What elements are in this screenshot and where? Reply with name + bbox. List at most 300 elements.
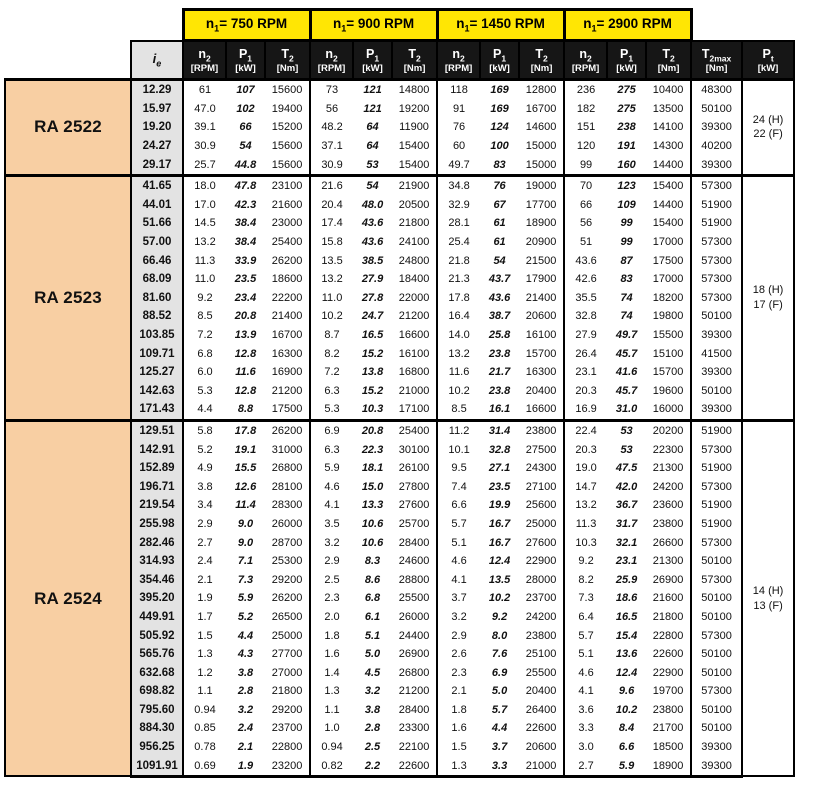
p1-value: 13.8 bbox=[353, 363, 392, 382]
t2max-value: 39300 bbox=[691, 400, 742, 420]
t2max-value: 57300 bbox=[691, 477, 742, 496]
t2-value: 28400 bbox=[392, 533, 437, 552]
t2-value: 25500 bbox=[519, 663, 564, 682]
t2max-value: 57300 bbox=[691, 175, 742, 195]
t2-value: 21500 bbox=[519, 251, 564, 270]
p1-value: 8.4 bbox=[607, 719, 646, 738]
ratio-value: 884.30 bbox=[131, 719, 183, 738]
t2-value: 15400 bbox=[646, 175, 691, 195]
column-symbol: $i_e$ bbox=[152, 50, 162, 69]
p1-value: 31.4 bbox=[480, 420, 519, 440]
column-symbol: $n_1$ bbox=[583, 16, 597, 34]
p1-value: 6.1 bbox=[353, 608, 392, 627]
p1-value: 102 bbox=[226, 100, 265, 119]
ratio-value: 795.60 bbox=[131, 701, 183, 720]
p1-value: 3.3 bbox=[480, 756, 519, 776]
p1-value: 38.4 bbox=[226, 214, 265, 233]
n2-value: 11.6 bbox=[437, 363, 480, 382]
p1-value: 238 bbox=[607, 118, 646, 137]
p1-value: 76 bbox=[480, 175, 519, 195]
n2-value: 6.3 bbox=[310, 440, 353, 459]
n2-value: 9.2 bbox=[183, 289, 226, 308]
p1-value: 49.7 bbox=[607, 326, 646, 345]
n2-value: 120 bbox=[564, 137, 607, 156]
p1-value: 20.8 bbox=[226, 307, 265, 326]
ratio-value: 51.66 bbox=[131, 214, 183, 233]
p1-value: 23.8 bbox=[480, 382, 519, 401]
t2-value: 17500 bbox=[646, 251, 691, 270]
n2-value: 2.9 bbox=[183, 515, 226, 534]
p1-value: 53 bbox=[353, 155, 392, 175]
n2-value: 21.6 bbox=[310, 175, 353, 195]
p1-value: 5.2 bbox=[226, 608, 265, 627]
n2-value: 16.4 bbox=[437, 307, 480, 326]
column-header-n2 bbox=[564, 41, 607, 80]
p1-value: 2.1 bbox=[226, 738, 265, 757]
p1-value: 27.9 bbox=[353, 270, 392, 289]
t2-value: 17100 bbox=[392, 400, 437, 420]
n2-value: 5.3 bbox=[310, 400, 353, 420]
p1-value: 15.2 bbox=[353, 344, 392, 363]
t2-value: 26200 bbox=[265, 420, 310, 440]
p1-value: 64 bbox=[353, 118, 392, 137]
n2-value: 6.4 bbox=[564, 608, 607, 627]
n2-value: 17.8 bbox=[437, 289, 480, 308]
p1-value: 7.1 bbox=[226, 552, 265, 571]
n2-value: 4.6 bbox=[310, 477, 353, 496]
t2-value: 21000 bbox=[392, 382, 437, 401]
p1-value: 61 bbox=[480, 214, 519, 233]
t2-value: 18900 bbox=[519, 214, 564, 233]
ratio-value: 81.60 bbox=[131, 289, 183, 308]
n2-value: 19.0 bbox=[564, 459, 607, 478]
n2-value: 18.0 bbox=[183, 175, 226, 195]
p1-value: 2.8 bbox=[226, 682, 265, 701]
n2-value: 48.2 bbox=[310, 118, 353, 137]
t2max-value: 57300 bbox=[691, 270, 742, 289]
p1-value: 15.5 bbox=[226, 459, 265, 478]
n2-value: 11.0 bbox=[310, 289, 353, 308]
t2-value: 30100 bbox=[392, 440, 437, 459]
p1-value: 12.4 bbox=[480, 552, 519, 571]
t2-value: 11900 bbox=[392, 118, 437, 137]
n2-value: 3.5 bbox=[310, 515, 353, 534]
ratio-value: 956.25 bbox=[131, 738, 183, 757]
t2-value: 16700 bbox=[519, 100, 564, 119]
n2-value: 3.6 bbox=[564, 701, 607, 720]
n2-value: 0.78 bbox=[183, 738, 226, 757]
p1-value: 3.2 bbox=[226, 701, 265, 720]
t2-value: 14400 bbox=[646, 155, 691, 175]
column-unit: [Nm] bbox=[403, 63, 426, 75]
n2-value: 5.9 bbox=[310, 459, 353, 478]
p1-value: 2.5 bbox=[353, 738, 392, 757]
n2-value: 2.3 bbox=[437, 663, 480, 682]
t2-value: 21200 bbox=[392, 307, 437, 326]
t2max-value: 51900 bbox=[691, 196, 742, 215]
n2-value: 5.1 bbox=[437, 533, 480, 552]
t2max-value: 50100 bbox=[691, 589, 742, 608]
p1-value: 12.6 bbox=[226, 477, 265, 496]
t2-value: 27600 bbox=[392, 496, 437, 515]
n2-value: 2.6 bbox=[437, 645, 480, 664]
t2-value: 18200 bbox=[646, 289, 691, 308]
pt-rating bbox=[742, 80, 794, 176]
t2-value: 21800 bbox=[392, 214, 437, 233]
t2-value: 16600 bbox=[519, 400, 564, 420]
t2max-value: 39300 bbox=[691, 363, 742, 382]
p1-value: 160 bbox=[607, 155, 646, 175]
p1-value: 43.6 bbox=[353, 233, 392, 252]
p1-value: 32.1 bbox=[607, 533, 646, 552]
t2-value: 21800 bbox=[646, 608, 691, 627]
p1-value: 45.7 bbox=[607, 382, 646, 401]
ratio-value: 565.76 bbox=[131, 645, 183, 664]
p1-value: 19.1 bbox=[226, 440, 265, 459]
t2-value: 23800 bbox=[646, 515, 691, 534]
t2max-value: 57300 bbox=[691, 289, 742, 308]
table-header bbox=[5, 10, 794, 80]
n2-value: 56 bbox=[310, 100, 353, 119]
p1-value: 42.3 bbox=[226, 196, 265, 215]
n2-value: 8.2 bbox=[564, 570, 607, 589]
t2-value: 16100 bbox=[519, 326, 564, 345]
t2-value: 16300 bbox=[519, 363, 564, 382]
n2-value: 1.8 bbox=[310, 626, 353, 645]
t2max-value: 57300 bbox=[691, 570, 742, 589]
t2-value: 22600 bbox=[646, 645, 691, 664]
p1-value: 9.2 bbox=[480, 608, 519, 627]
n2-value: 6.3 bbox=[310, 382, 353, 401]
n2-value: 28.1 bbox=[437, 214, 480, 233]
t2-value: 26600 bbox=[646, 533, 691, 552]
t2-value: 21200 bbox=[265, 382, 310, 401]
n2-value: 17.0 bbox=[183, 196, 226, 215]
pt-rating-line: 17 (F) bbox=[753, 298, 783, 311]
t2-value: 16800 bbox=[392, 363, 437, 382]
t2-value: 21400 bbox=[519, 289, 564, 308]
t2-value: 15200 bbox=[265, 118, 310, 137]
n2-value: 10.1 bbox=[437, 440, 480, 459]
n2-value: 1.1 bbox=[310, 701, 353, 720]
ratio-value: 255.98 bbox=[131, 515, 183, 534]
column-header-p1 bbox=[480, 41, 519, 80]
t2max-value: 51900 bbox=[691, 459, 742, 478]
p1-value: 23.8 bbox=[480, 344, 519, 363]
column-header-t2 bbox=[392, 41, 437, 80]
p1-value: 48.0 bbox=[353, 196, 392, 215]
t2-value: 25400 bbox=[392, 420, 437, 440]
p1-value: 6.8 bbox=[353, 589, 392, 608]
p1-value: 83 bbox=[480, 155, 519, 175]
p1-value: 61 bbox=[480, 233, 519, 252]
p1-value: 121 bbox=[353, 80, 392, 100]
n2-value: 99 bbox=[564, 155, 607, 175]
t2-value: 28000 bbox=[519, 570, 564, 589]
n2-value: 4.4 bbox=[183, 400, 226, 420]
t2-value: 17500 bbox=[265, 400, 310, 420]
column-symbol: $T_2$ bbox=[408, 46, 421, 64]
column-header-t2 bbox=[646, 41, 691, 80]
p1-value: 23.5 bbox=[226, 270, 265, 289]
n2-value: 3.2 bbox=[310, 533, 353, 552]
p1-value: 66 bbox=[226, 118, 265, 137]
n2-value: 4.6 bbox=[564, 663, 607, 682]
p1-value: 12.8 bbox=[226, 382, 265, 401]
p1-value: 2.2 bbox=[353, 756, 392, 776]
p1-value: 44.8 bbox=[226, 155, 265, 175]
t2-value: 28400 bbox=[392, 701, 437, 720]
model-label: RA 2524 bbox=[5, 420, 131, 776]
ratio-value: 66.46 bbox=[131, 251, 183, 270]
n2-value: 3.3 bbox=[564, 719, 607, 738]
t2-value: 15400 bbox=[392, 137, 437, 156]
n2-value: 30.9 bbox=[183, 137, 226, 156]
p1-value: 7.3 bbox=[226, 570, 265, 589]
speed-band-1450: $n_1= 1450$ RPM bbox=[437, 10, 564, 41]
t2-value: 25000 bbox=[265, 626, 310, 645]
p1-value: 83 bbox=[607, 270, 646, 289]
p1-value: 4.5 bbox=[353, 663, 392, 682]
p1-value: 169 bbox=[480, 80, 519, 100]
t2-value: 15700 bbox=[519, 344, 564, 363]
table-row bbox=[5, 80, 794, 100]
t2max-value: 48300 bbox=[691, 80, 742, 100]
p1-value: 9.6 bbox=[607, 682, 646, 701]
p1-value: 10.2 bbox=[480, 589, 519, 608]
t2-value: 26000 bbox=[392, 608, 437, 627]
p1-value: 54 bbox=[480, 251, 519, 270]
p1-value: 10.6 bbox=[353, 533, 392, 552]
t2-value: 31000 bbox=[265, 440, 310, 459]
p1-value: 74 bbox=[607, 289, 646, 308]
column-header-n2 bbox=[183, 41, 226, 80]
t2-value: 20500 bbox=[392, 196, 437, 215]
t2-value: 23800 bbox=[519, 420, 564, 440]
column-symbol: $n_2$ bbox=[325, 46, 338, 64]
t2-value: 17900 bbox=[519, 270, 564, 289]
n2-value: 1.8 bbox=[437, 701, 480, 720]
t2-value: 21800 bbox=[265, 682, 310, 701]
t2-value: 23300 bbox=[392, 719, 437, 738]
t2-value: 23800 bbox=[646, 701, 691, 720]
column-symbol: $P_1$ bbox=[365, 46, 380, 64]
p1-value: 275 bbox=[607, 80, 646, 100]
n2-value: 22.4 bbox=[564, 420, 607, 440]
p1-value: 18.6 bbox=[607, 589, 646, 608]
t2-value: 15600 bbox=[265, 80, 310, 100]
p1-value: 74 bbox=[607, 307, 646, 326]
t2-value: 17000 bbox=[646, 270, 691, 289]
speed-band-2900: $n_1= 2900$ RPM bbox=[564, 10, 691, 41]
ratio-value: 29.17 bbox=[131, 155, 183, 175]
column-unit: [RPM] bbox=[317, 63, 346, 75]
column-header-n2 bbox=[310, 41, 353, 80]
t2-value: 28800 bbox=[392, 570, 437, 589]
t2-value: 27800 bbox=[392, 477, 437, 496]
column-header-pt bbox=[742, 41, 794, 80]
n2-value: 3.8 bbox=[183, 477, 226, 496]
n2-value: 3.4 bbox=[183, 496, 226, 515]
t2-value: 29200 bbox=[265, 570, 310, 589]
speed-band-900: $n_1= 900$ RPM bbox=[310, 10, 437, 41]
p1-value: 121 bbox=[353, 100, 392, 119]
n2-value: 37.1 bbox=[310, 137, 353, 156]
n2-value: 42.6 bbox=[564, 270, 607, 289]
t2-value: 27700 bbox=[265, 645, 310, 664]
t2max-value: 50100 bbox=[691, 645, 742, 664]
n2-value: 91 bbox=[437, 100, 480, 119]
p1-value: 5.0 bbox=[480, 682, 519, 701]
ratio-value: 505.92 bbox=[131, 626, 183, 645]
column-unit: [Nm] bbox=[657, 63, 680, 75]
p1-value: 5.9 bbox=[607, 756, 646, 776]
column-symbol: $n_2$ bbox=[452, 46, 465, 64]
n2-value: 2.3 bbox=[310, 589, 353, 608]
column-symbol: $n_1$ bbox=[456, 16, 470, 34]
p1-value: 10.3 bbox=[353, 400, 392, 420]
t2max-value: 41500 bbox=[691, 344, 742, 363]
n2-value: 2.9 bbox=[310, 552, 353, 571]
p1-value: 12.4 bbox=[607, 663, 646, 682]
p1-value: 38.7 bbox=[480, 307, 519, 326]
n2-value: 13.2 bbox=[310, 270, 353, 289]
ratio-value: 24.27 bbox=[131, 137, 183, 156]
ratio-value: 354.46 bbox=[131, 570, 183, 589]
n2-value: 0.94 bbox=[310, 738, 353, 757]
n2-value: 13.2 bbox=[564, 496, 607, 515]
p1-value: 53 bbox=[607, 440, 646, 459]
p1-value: 22.3 bbox=[353, 440, 392, 459]
p1-value: 8.3 bbox=[353, 552, 392, 571]
p1-value: 36.7 bbox=[607, 496, 646, 515]
t2max-value: 57300 bbox=[691, 682, 742, 701]
p1-value: 107 bbox=[226, 80, 265, 100]
t2-value: 20900 bbox=[519, 233, 564, 252]
n2-value: 10.2 bbox=[310, 307, 353, 326]
n2-value: 56 bbox=[564, 214, 607, 233]
column-symbol: $T_2$ bbox=[662, 46, 675, 64]
t2-value: 24400 bbox=[392, 626, 437, 645]
n2-value: 1.6 bbox=[437, 719, 480, 738]
t2-value: 13500 bbox=[646, 100, 691, 119]
n2-value: 151 bbox=[564, 118, 607, 137]
pt-rating bbox=[742, 175, 794, 420]
n2-value: 5.7 bbox=[437, 515, 480, 534]
p1-value: 1.9 bbox=[226, 756, 265, 776]
p1-value: 13.6 bbox=[607, 645, 646, 664]
p1-value: 24.7 bbox=[353, 307, 392, 326]
t2-value: 27100 bbox=[519, 477, 564, 496]
t2-value: 24200 bbox=[646, 477, 691, 496]
n2-value: 20.3 bbox=[564, 440, 607, 459]
n2-value: 1.0 bbox=[310, 719, 353, 738]
t2max-value: 57300 bbox=[691, 233, 742, 252]
p1-value: 8.6 bbox=[353, 570, 392, 589]
p1-value: 4.4 bbox=[480, 719, 519, 738]
column-header-t2 bbox=[265, 41, 310, 80]
n2-value: 20.3 bbox=[564, 382, 607, 401]
n2-value: 13.2 bbox=[437, 344, 480, 363]
column-symbol: $T_{2max}$ bbox=[701, 46, 732, 64]
t2-value: 20400 bbox=[519, 382, 564, 401]
n2-value: 43.6 bbox=[564, 251, 607, 270]
n2-value: 10.3 bbox=[564, 533, 607, 552]
column-unit: [RPM] bbox=[444, 63, 473, 75]
t2-value: 24100 bbox=[392, 233, 437, 252]
n2-value: 4.9 bbox=[183, 459, 226, 478]
n2-value: 61 bbox=[183, 80, 226, 100]
column-symbol: $P_1$ bbox=[620, 46, 634, 64]
model-label: RA 2522 bbox=[5, 80, 131, 176]
p1-value: 25.9 bbox=[607, 570, 646, 589]
p1-value: 23.1 bbox=[607, 552, 646, 571]
p1-value: 15.2 bbox=[353, 382, 392, 401]
p1-value: 17.8 bbox=[226, 420, 265, 440]
n2-value: 7.4 bbox=[437, 477, 480, 496]
ratio-value: 109.71 bbox=[131, 344, 183, 363]
ratio-value: 314.93 bbox=[131, 552, 183, 571]
column-header-t2 bbox=[519, 41, 564, 80]
ratio-value: 103.85 bbox=[131, 326, 183, 345]
t2-value: 25700 bbox=[392, 515, 437, 534]
n2-value: 1.5 bbox=[183, 626, 226, 645]
p1-value: 9.0 bbox=[226, 515, 265, 534]
ratio-value: 129.51 bbox=[131, 420, 183, 440]
column-header-p1 bbox=[226, 41, 265, 80]
t2-value: 22100 bbox=[392, 738, 437, 757]
pt-rating-line: 13 (F) bbox=[753, 599, 783, 612]
t2-value: 15700 bbox=[646, 363, 691, 382]
t2-value: 15400 bbox=[392, 155, 437, 175]
p1-value: 11.6 bbox=[226, 363, 265, 382]
t2-value: 21300 bbox=[646, 552, 691, 571]
p1-value: 32.8 bbox=[480, 440, 519, 459]
n2-value: 8.7 bbox=[310, 326, 353, 345]
n2-value: 27.9 bbox=[564, 326, 607, 345]
n2-value: 0.69 bbox=[183, 756, 226, 776]
p1-value: 109 bbox=[607, 196, 646, 215]
model-label: RA 2523 bbox=[5, 175, 131, 420]
t2-value: 19200 bbox=[392, 100, 437, 119]
p1-value: 10.6 bbox=[353, 515, 392, 534]
t2-value: 21900 bbox=[392, 175, 437, 195]
t2-value: 21000 bbox=[519, 756, 564, 776]
n2-value: 11.2 bbox=[437, 420, 480, 440]
t2-value: 23100 bbox=[265, 175, 310, 195]
t2-value: 25400 bbox=[265, 233, 310, 252]
t2-value: 26100 bbox=[392, 459, 437, 478]
n2-value: 4.1 bbox=[437, 570, 480, 589]
t2-value: 25500 bbox=[392, 589, 437, 608]
p1-value: 45.7 bbox=[607, 344, 646, 363]
p1-value: 16.7 bbox=[480, 533, 519, 552]
t2-value: 21600 bbox=[265, 196, 310, 215]
n2-value: 3.2 bbox=[437, 608, 480, 627]
n2-value: 10.2 bbox=[437, 382, 480, 401]
t2max-value: 39300 bbox=[691, 738, 742, 757]
t2-value: 22600 bbox=[392, 756, 437, 776]
p1-value: 64 bbox=[353, 137, 392, 156]
ratio-value: 152.89 bbox=[131, 459, 183, 478]
t2-value: 14600 bbox=[519, 118, 564, 137]
t2-value: 23200 bbox=[265, 756, 310, 776]
pt-rating-line: 18 (H) bbox=[752, 283, 784, 296]
t2-value: 19800 bbox=[646, 307, 691, 326]
t2-value: 15000 bbox=[519, 155, 564, 175]
p1-value: 99 bbox=[607, 233, 646, 252]
n2-value: 182 bbox=[564, 100, 607, 119]
